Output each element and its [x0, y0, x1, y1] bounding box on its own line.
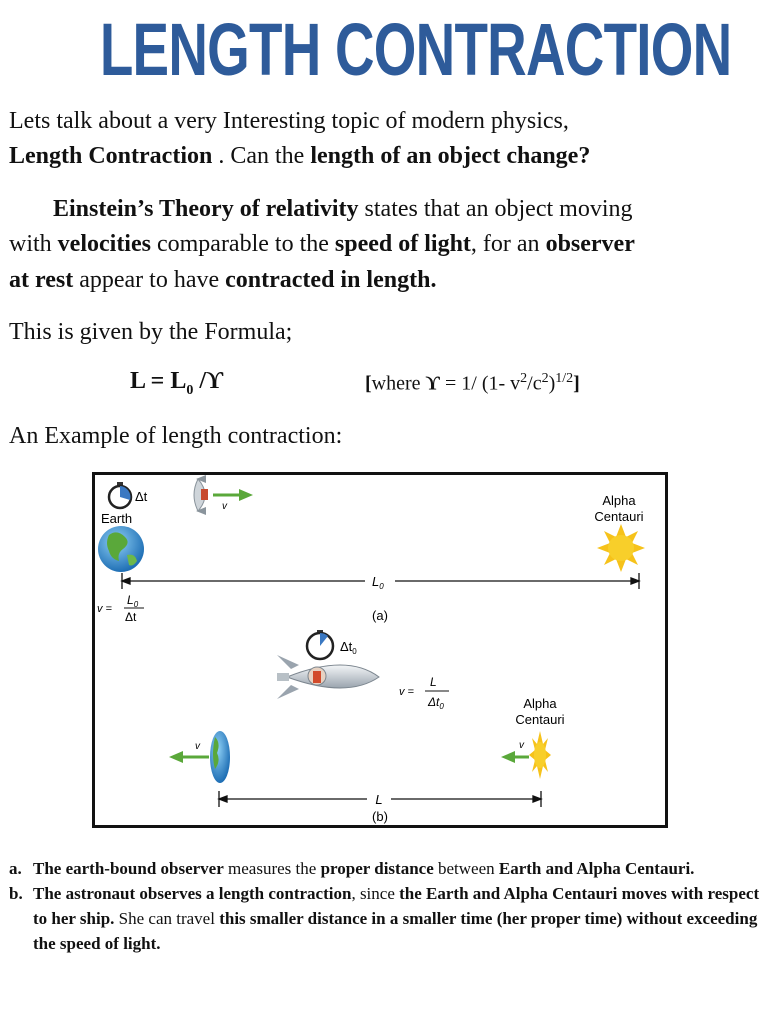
formula-intro: This is given by the Formula; — [9, 319, 293, 345]
bold-term: proper distance — [320, 859, 434, 878]
bold-term: Earth and Alpha Centauri. — [498, 859, 695, 878]
text-fragment: . Can the — [212, 143, 311, 169]
velocity-formula-a: v = — [97, 603, 112, 615]
velocity-arrow-icon — [169, 751, 209, 763]
formula-subscript: 0 — [186, 382, 194, 398]
text-fragment: states that an object moving — [358, 196, 633, 222]
frac-numerator-a: $L_0$ — [127, 593, 139, 609]
note-item — [9, 881, 761, 956]
bold-term: Einstein’s Theory of relativity — [53, 196, 359, 222]
para-line-2 — [9, 229, 635, 259]
velocity-arrow-icon — [213, 489, 253, 501]
rocket-icon — [277, 655, 379, 699]
text-fragment: appear to have — [73, 267, 226, 293]
length-contraction-figure — [92, 472, 668, 828]
frac-denominator-b: $\Delta t_0$ — [428, 695, 444, 711]
text-fragment: comparable to the — [150, 231, 335, 257]
frac-numerator-b: L — [430, 675, 437, 689]
main-formula — [130, 368, 223, 399]
bold-term: length of an object change? — [310, 143, 591, 169]
bold-term: The astronaut observes a length contraction — [33, 884, 352, 903]
note-text — [33, 881, 761, 956]
velocity-label: v — [519, 740, 524, 751]
centauri-label-b: Centauri — [515, 712, 565, 727]
alpha-label-a: Alpha — [602, 493, 636, 508]
bold-term: at rest — [9, 267, 74, 293]
velocity-arrow-icon — [501, 751, 529, 763]
stopwatch-icon — [109, 482, 131, 508]
bracket: [ — [365, 372, 372, 395]
bold-term: speed of light — [334, 231, 471, 257]
formula-superscript: 2 — [520, 371, 528, 386]
bold-term: Length Contraction — [9, 143, 213, 169]
text-fragment: with — [9, 231, 58, 257]
text-fragment: measures the — [223, 859, 321, 878]
note-item — [9, 856, 761, 881]
contracted-earth-icon — [210, 731, 230, 783]
spaceship-front-icon — [194, 475, 208, 515]
figure-drawing — [95, 475, 665, 825]
text-fragment: , since — [351, 884, 400, 903]
earth-globe-icon — [98, 526, 144, 572]
formula-superscript: 1/2 — [555, 371, 574, 386]
bold-term: contracted in length. — [225, 267, 437, 293]
formula-part: / — [193, 368, 207, 394]
delta-t-label: Δt — [135, 489, 148, 504]
text-fragment: between — [433, 859, 499, 878]
stopwatch-icon — [307, 630, 333, 659]
gamma-symbol: ϒ — [425, 372, 440, 395]
panel-b-label: (b) — [372, 809, 388, 824]
velocity-label: v — [222, 501, 227, 512]
panel-a-label: (a) — [372, 608, 388, 623]
delta-t0-label: $\Delta t_0$ — [340, 639, 357, 656]
page-title: LENGTH CONTRACTION — [99, 8, 732, 91]
gamma-definition — [365, 371, 580, 396]
proper-length-label: $L_0$ — [372, 574, 384, 591]
intro-line-2 — [9, 141, 590, 171]
formula-superscript: 2 — [541, 371, 549, 386]
para-line-3 — [9, 265, 436, 295]
frac-denominator-a: Δt — [125, 610, 137, 624]
alpha-label-b: Alpha — [523, 696, 557, 711]
formula-part: = 1/ (1- v — [439, 372, 521, 395]
intro-line-1: Lets talk about a very Interesting topic of modern physics, — [9, 108, 569, 134]
contracted-length-label: L — [375, 792, 383, 807]
notes-list — [9, 856, 761, 956]
formula-part: L = L — [130, 368, 187, 394]
text-fragment: , for an — [470, 231, 546, 257]
bold-term: The earth-bound observer — [33, 859, 224, 878]
velocity-label: v — [195, 741, 200, 752]
formula-part: /c — [527, 372, 542, 395]
contracted-sun-icon — [529, 731, 551, 779]
note-label: a. — [9, 859, 22, 878]
note-text — [33, 856, 761, 881]
velocity-formula-b: v = — [399, 686, 414, 698]
bold-term: observer — [545, 231, 635, 257]
bold-term: velocities — [57, 231, 151, 257]
example-intro: An Example of length contraction: — [9, 423, 343, 449]
para-line-1 — [53, 194, 632, 224]
centauri-label-a: Centauri — [594, 509, 644, 524]
text-fragment: She can travel — [114, 909, 220, 928]
earth-label: Earth — [101, 511, 133, 526]
bold-term: this smaller distance in a smaller time (her proper time) without exceeding the speed of light. — [33, 909, 758, 953]
bold-term: the Earth and Alpha Centauri moves with respect to her ship. — [33, 884, 760, 928]
note-label: b. — [9, 884, 23, 903]
sun-icon — [597, 524, 645, 572]
formula-part: where — [371, 372, 426, 395]
bracket: ] — [573, 372, 580, 395]
formula-part: ) — [548, 372, 556, 395]
gamma-symbol: ϒ — [206, 368, 224, 394]
